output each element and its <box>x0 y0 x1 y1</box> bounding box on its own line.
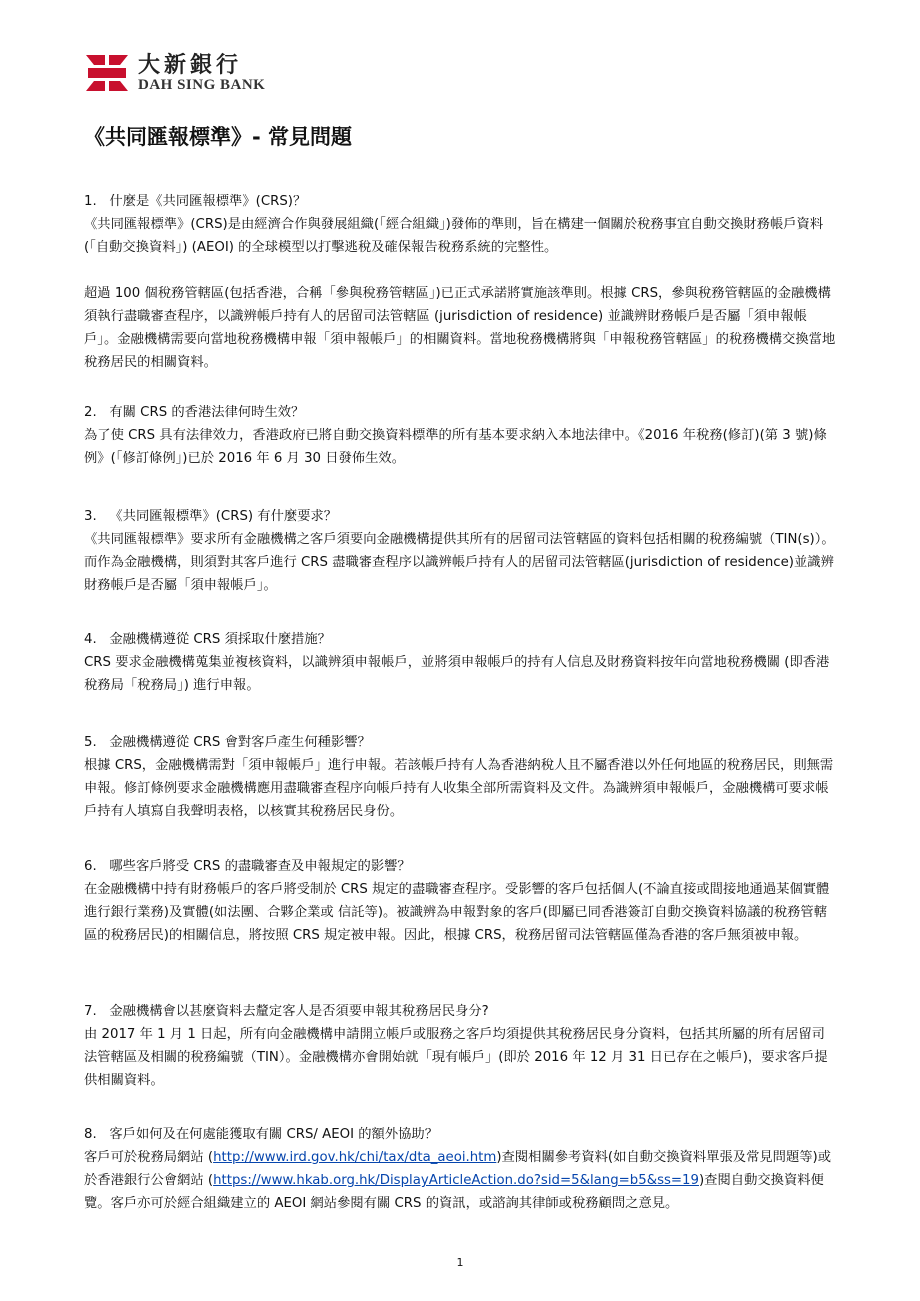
faq-item-8 <box>84 1123 836 1215</box>
answer-text-mid: )查閱相關參考資料(如自動交換資料單張及常見問題等)或於香港銀行公會網站 ( <box>84 1150 832 1188</box>
faq-question: 1. 什麼是《共同匯報標準》(CRS)？ <box>84 194 307 209</box>
faq-answer: 在金融機構中持有財務帳戶的客戶將受制於 CRS 規定的盡職審查程序。受影響的客戶包括個人(不論直接或間接地通過某個實體進行銀行業務)及實體(如法團、合夥企業或 信託等)。被識辨為申報對象的客戶(即屬已同香港簽訂自動交換資料協議的稅務管轄區的稅務居民)的相關信息，將按照 CRS 規定被申報。因此，根據 CRS，稅務居留司法管轄區僅為香港的客戶無須被申報。 <box>84 882 830 943</box>
brand-name-en: DAH SING BANK <box>138 77 266 93</box>
page-number: 1 <box>456 1256 464 1269</box>
answer-text-pre: 客戶可於稅務局網站 ( <box>84 1150 214 1165</box>
faq-answer: CRS 要求金融機構蒐集並複核資料，以識辨須申報帳戶，並將須申報帳戶的持有人信息及財務資料按年向當地稅務機關 (即香港稅務局「稅務局」) 進行申報。 <box>84 655 830 693</box>
dah-sing-emblem-icon <box>84 53 130 93</box>
faq-question: 5. 金融機構遵從 CRS 會對客戶產生何種影響？ <box>84 735 371 750</box>
answer-text-post: )查閱自動交換資料便覽。客戶亦可於經合組織建立的 AEOI 網站參閱有關 CRS 的資訊，或諮詢其律師或稅務顧問之意見。 <box>84 1173 824 1211</box>
faq-question: 2. 有關 CRS 的香港法律何時生效？ <box>84 405 305 420</box>
faq-question: 7. 金融機構會以甚麼資料去釐定客人是否須要申報其稅務居民身分? <box>84 1004 489 1019</box>
faq-item-2 <box>84 401 836 470</box>
faq-question: 4. 金融機構遵從 CRS 須採取什麼措施？ <box>84 632 331 647</box>
faq-answer: 《共同匯報標準》(CRS)是由經濟合作與發展組織(「經合組織」)發佈的準則，旨在構建一個關於稅務事宜自動交換財務帳戶資料(「自動交換資料」) (AEOI) 的全球模型以打擊逃稅及確保報告稅務系統的完整性。 <box>84 217 824 255</box>
dah-sing-logo <box>84 50 265 96</box>
faq-answer: 《共同匯報標準》要求所有金融機構之客戶須要向金融機構提供其所有的居留司法管轄區的資料包括相關的稅務編號（TIN(s)）。而作為金融機構，則須對其客戶進行 CRS 盡職審查程序以識辨帳戶持有人的居留司法管轄區(jurisdiction of residence)並識辨財務帳戶是否屬「須申報帳戶」。 <box>84 532 835 593</box>
brand-name-cn: 大新銀行 <box>138 52 243 78</box>
faq-answer <box>84 1146 836 1215</box>
faq-item-1 <box>84 190 836 374</box>
faq-answer-2: 超過 100 個稅務管轄區(包括香港，合稱「參與稅務管轄區」)已正式承諾將實施該準則。根據 CRS，參與稅務管轄區的金融機構須執行盡職審查程序，以識辨帳戶持有人的居留司法管轄區 (jurisdiction of residence) 並識辨財務帳戶是否屬「須申報帳戶」。金融機構需要向當地稅務機構申報「須申報帳戶」的相關資料。當地稅務機構將與「申報稅務管轄區」的稅務機構交換當地稅務居民的相關資料。 <box>84 286 836 370</box>
faq-answer: 根據 CRS，金融機構需對「須申報帳戶」進行申報。若該帳戶持有人為香港納稅人且不屬香港以外任何地區的稅務居民，則無需申報。修訂條例要求金融機構應用盡職審查程序向帳戶持有人收集全部所需資料及文件。為識辨須申報帳戶，金融機構可要求帳 戶持有人填寫自我聲明表格，以核實其稅務居民身份。 <box>84 758 834 819</box>
faq-answer: 為了使 CRS 具有法律效力，香港政府已將自動交換資料標準的所有基本要求納入本地法律中。《2016 年稅務(修訂)(第 3 號)條例》(「修訂條例」)已於 2016 年 6 月 30 日發佈生效。 <box>84 428 827 466</box>
faq-item-6 <box>84 855 836 947</box>
faq-item-7 <box>84 1000 836 1092</box>
faq-item-5 <box>84 731 836 823</box>
page-title: 《共同匯報標準》- 常見問題 <box>84 125 353 149</box>
faq-answer: 由 2017 年 1 月 1 日起，所有向金融機構申請開立帳戶或服務之客戶均須提供其稅務居民身分資料，包括其所屬的所有居留司法管轄區及相關的稅務編號（TIN）。金融機構亦會開始就「現有帳戶」(即於 2016 年 12 月 31 日已存在之帳戶)，要求客戶提供相關資料。 <box>84 1027 828 1088</box>
faq-question: 6. 哪些客戶將受 CRS 的盡職審查及申報規定的影響？ <box>84 859 411 874</box>
ird-aeoi-link[interactable]: http://www.ird.gov.hk/chi/tax/dta_aeoi.htm <box>213 1150 497 1165</box>
hkab-aeoi-link[interactable]: https://www.hkab.org.hk/DisplayArticleAction.do?sid=5&lang=b5&ss=19 <box>213 1173 699 1188</box>
faq-item-3 <box>84 505 836 597</box>
faq-item-4 <box>84 628 836 697</box>
faq-question: 3. 《共同匯報標準》(CRS) 有什麼要求？ <box>84 509 338 524</box>
faq-question: 8. 客戶如何及在何處能獲取有關 CRS/ AEOI 的額外協助？ <box>84 1127 439 1142</box>
